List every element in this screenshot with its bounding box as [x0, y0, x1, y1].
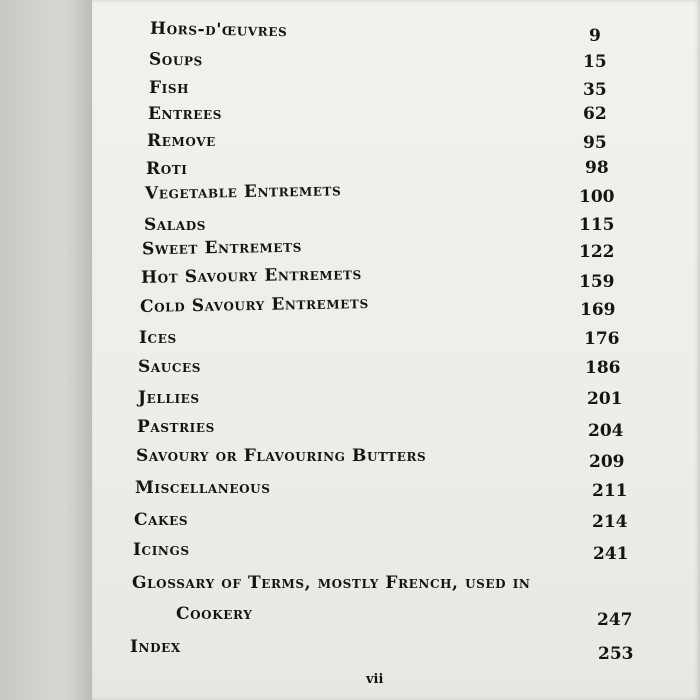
- contents-entry-page: 9: [589, 26, 601, 46]
- contents-entry-page: 247: [597, 610, 633, 630]
- contents-entry-page: 209: [589, 452, 625, 472]
- contents-entry-title: Sauces: [138, 357, 202, 377]
- contents-entry-page: 204: [588, 421, 624, 441]
- contents-entry-title: Salads: [144, 215, 207, 235]
- contents-entry-title: Sweet Entremets: [141, 236, 303, 260]
- contents-entry-title: Cookery: [176, 604, 253, 624]
- contents-entry-page: 15: [583, 52, 607, 72]
- contents-entry-title: Cakes: [134, 510, 189, 530]
- contents-entry-page: 122: [579, 242, 615, 262]
- contents-entry-title: Glossary of Terms, mostly French, used in: [132, 573, 531, 593]
- contents-entry-page: 169: [580, 300, 616, 320]
- contents-entry-title: Cold Savoury Entremets: [139, 293, 369, 317]
- contents-entry-page: 35: [583, 80, 607, 100]
- contents-entry-page: 98: [585, 158, 609, 178]
- contents-entry-title: Soups: [148, 49, 204, 71]
- contents-entry-title: Jellies: [138, 388, 200, 408]
- contents-entry-page: 176: [584, 329, 620, 349]
- contents-entry-page: 211: [592, 481, 628, 501]
- contents-entry-page: 186: [585, 358, 621, 378]
- contents-entry-page: 115: [579, 215, 615, 235]
- contents-entry-page: 159: [579, 272, 615, 292]
- page-folio: vii: [366, 672, 384, 687]
- contents-entry-page: 62: [583, 104, 607, 124]
- contents-entry-title: Vegetable Entremets: [144, 180, 342, 204]
- contents-entry-title: Pastries: [137, 417, 215, 437]
- contents-entry-page: 201: [587, 389, 623, 409]
- book-gutter: [0, 0, 92, 700]
- contents-entry-title: Hors-d'œuvres: [149, 18, 288, 42]
- contents-entry-page: 100: [579, 187, 615, 207]
- contents-entry-title: Roti: [146, 159, 188, 179]
- contents-entry-title: Hot Savoury Entremets: [140, 264, 362, 288]
- contents-entry-title: Index: [130, 637, 181, 657]
- contents-entry-page: 253: [598, 644, 634, 664]
- contents-entry-title: Ices: [139, 328, 177, 348]
- contents-entry-title: Remove: [147, 131, 216, 151]
- contents-entry-page: 95: [583, 133, 607, 153]
- contents-entry-title: Savoury or Flavouring Butters: [136, 446, 427, 466]
- contents-entry-title: Miscellaneous: [135, 478, 271, 498]
- contents-entry-page: 241: [593, 544, 629, 564]
- contents-entry-page: 214: [592, 512, 628, 532]
- contents-entry-title: Icings: [133, 540, 190, 560]
- contents-entry-title: Fish: [149, 78, 190, 98]
- contents-entry-title: Entrees: [148, 104, 222, 124]
